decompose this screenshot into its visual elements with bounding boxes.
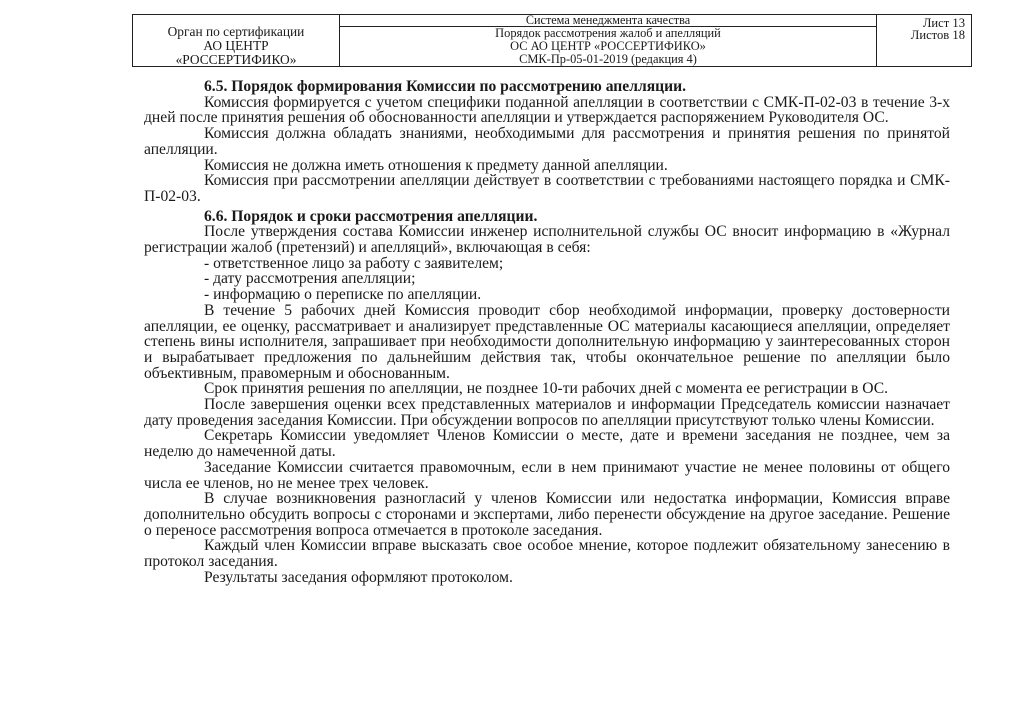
document-title (340, 27, 876, 66)
sheet-number: Лист 13 (922, 16, 965, 30)
org-line: Орган по сертификации (167, 24, 305, 39)
paragraph: После утверждения состава Комиссии инженер исполнительной службы ОС вносит информацию в «Журнал регистрации жалоб (претензий) и апелляций», включающая в себя: (144, 223, 950, 257)
paragraph: Комиссия формируется с учетом специфики поданной апелляции в соответствии с СМК-П-02-03 в течение 3-х дней после принятия решения об обоснованности апелляции и утверждается распоряжением Руководителя ОС. (144, 93, 950, 127)
list-item: - информацию о переписке по апелляции. (204, 286, 482, 304)
list-item: - дату рассмотрения апелляции; (204, 270, 416, 288)
org-line: «РОССЕРТИФИКО» (175, 52, 297, 67)
paragraph: Секретарь Комиссии уведомляет Членов Комиссии о месте, дате и времени заседания не позднее, чем за неделю до намеченной даты. (144, 427, 950, 461)
list-item: - ответственное лицо за работу с заявителем; (204, 254, 504, 272)
paragraph: Срок принятия решения по апелляции, не позднее 10-ти рабочих дней с момента ее регистрации в ОС. (204, 380, 889, 398)
paragraph: В течение 5 рабочих дней Комиссия проводит сбор необходимой информации, проверку достоверности апелляции, ее оценку, рассматривает и анализирует представленные ОС материалы касающиеся апелляции, определяет степень вины исполнителя, запрашивает при необходимости дополнительную информацию у заинтересованных сторон и вырабатывает предложения по дальнейшим действия так, чтобы окончательное решение по апелляции было объективным, правомерным и обоснованным. (144, 301, 950, 382)
doc-title-line: ОС АО ЦЕНТР «РОССЕРТИФИКО» (510, 39, 706, 53)
sheet-number-cell (877, 15, 971, 66)
paragraph: Каждый член Комиссии вправе высказать свое особое мнение, которое подлежит обязательному занесению в протокол заседания. (144, 537, 950, 571)
sheets-total: Листов 18 (910, 28, 965, 42)
document-body (144, 79, 950, 586)
paragraph: Результаты заседания оформляют протоколом. (204, 568, 513, 586)
doc-title-line: СМК-Пр-05-01-2019 (редакция 4) (519, 52, 697, 66)
document-title-cell (340, 15, 877, 66)
paragraph: После завершения оценки всех представленных материалов и информации Председатель комиссии назначает дату проведения заседания Комиссии. При обсуждении вопросов по апелляции присутствуют только члены Комиссии. (144, 396, 950, 429)
paragraph: Комиссия не должна иметь отношения к предмету данной апелляции. (204, 156, 668, 174)
paragraph: Комиссия при рассмотрении апелляции действует в соответствии с требованиями настоящего порядка и СМК-П-02-03. (144, 172, 950, 205)
section-6-5-heading: 6.5. Порядок формирования Комиссии по рассмотрению апелляции. (204, 78, 686, 95)
org-line: АО ЦЕНТР (203, 38, 269, 53)
paragraph: Комиссия должна обладать знаниями, необходимыми для рассмотрения и принятия решения по принятой апелляции. (144, 125, 950, 158)
section-6-6-heading: 6.6. Порядок и сроки рассмотрения апелляции. (204, 207, 538, 225)
paragraph: Заседание Комиссии считается правомочным, если в нем принимают участие не менее половины от общего числа ее членов, но не менее трех человек. (144, 458, 950, 492)
document-header-table (132, 14, 972, 67)
doc-title-line: Порядок рассмотрения жалоб и апелляций (495, 26, 721, 40)
certification-body-cell (133, 15, 340, 66)
quality-system-title: Система менеджмента качества (340, 15, 876, 27)
paragraph: В случае возникновения разногласий у членов Комиссии или недостатка информации, Комиссия вправе дополнительно обсудить вопросы с сторонами и экспертами, либо перенести обсуждение на другое заседание. Решение о переносе рассмотрения вопроса отмечается в протоколе заседания. (144, 490, 950, 539)
